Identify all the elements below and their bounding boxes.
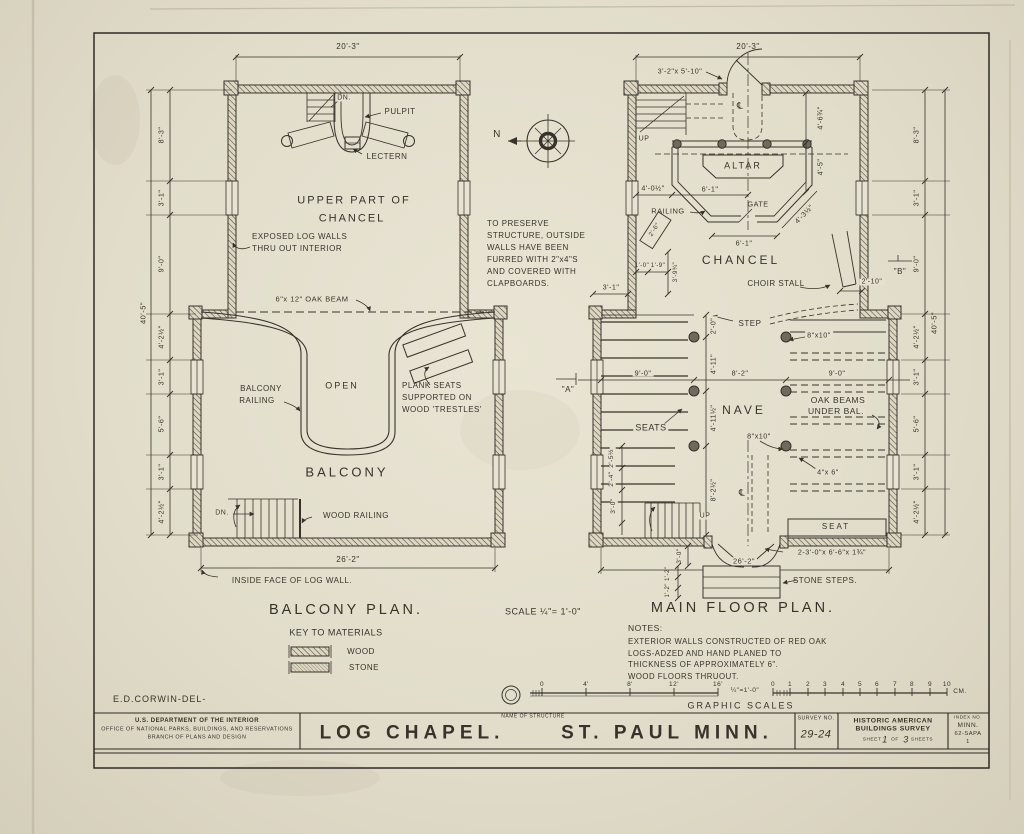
feet-tick-4: 16'	[713, 680, 723, 688]
tb-sheets-total: 3	[903, 734, 909, 745]
mp-overall-dim: 40'-5"	[929, 311, 939, 335]
notes-line-4: WOOD FLOORS THRUOUT.	[628, 672, 739, 681]
stone-steps-label: STONE STEPS.	[792, 576, 858, 585]
north-label: N	[493, 129, 501, 140]
mp-dim-right-4: 3'-1"	[911, 368, 921, 386]
tb-dept-line-3: BRANCH OF PLANS AND DESIGN	[147, 734, 247, 741]
mp-dim-10: 1'-0"	[634, 263, 650, 269]
seats-label: SEATS	[635, 422, 667, 433]
scale-equation: ¼"=1'-0"	[730, 686, 760, 694]
exposed-log-walls-note-2: THRU OUT INTERIOR	[252, 244, 343, 253]
mp-dim-30b: 3'-0"	[675, 548, 683, 564]
beam-46-label: 4"x 6"	[817, 467, 839, 477]
tb-habs-line-2: BUILDINGS SURVEY	[855, 725, 931, 733]
balcony-railing-label-2: RAILING	[239, 396, 275, 405]
mp-dim-393: 3'-9¾"	[671, 261, 679, 283]
tb-index-line-3: 1	[966, 739, 970, 746]
mp-up-bottom-label: UP	[699, 512, 711, 520]
balcony-plan-title: BALCONY PLAN.	[269, 601, 423, 618]
mp-dim-19: 1'-9"	[650, 263, 666, 269]
main-plan-windows	[591, 181, 899, 489]
tb-index-line-2: 62-SAPA	[954, 731, 982, 738]
mp-dim-825: 8'-2½"	[710, 478, 718, 502]
plank-seats-note-3: WOOD 'TRESTLES'	[402, 405, 482, 414]
notes-line-3: THICKNESS OF APPROXIMATELY 6".	[628, 660, 779, 669]
bp-bottom-dim-label: 26'-2"	[336, 555, 360, 564]
tb-name-of-structure-header: NAME OF STRUCTURE	[501, 713, 565, 720]
mp-dim-right-0: 8'-3"	[911, 126, 921, 144]
mp-dim-210: 2'-10"	[861, 278, 883, 286]
mp-dim-31: 3'-1"	[602, 282, 620, 292]
balcony-plan-windows	[191, 181, 505, 489]
bp-overall-dim: 40'-5"	[138, 301, 148, 325]
cm-tick-1: 1	[787, 680, 793, 688]
stall-dim-label: 2'-6"	[647, 221, 662, 238]
choir-stall-label: CHOIR STALL	[747, 279, 805, 288]
feet-tick-3: 12'	[669, 680, 679, 688]
doors-size-label: 2-3'-0"x 6'-6"x 1¾"	[797, 547, 867, 557]
tb-index-label: INDEX NO.	[954, 714, 982, 720]
seat-label: SEAT	[821, 522, 851, 531]
main-floor-plan-title: MAIN FLOOR PLAN.	[650, 599, 836, 616]
cm-tick-9: 9	[927, 680, 933, 688]
mp-dim-right-5: 5'-6"	[911, 415, 921, 433]
mp-dim-4115: 4'-11½"	[710, 404, 718, 432]
cm-tick-4: 4	[840, 680, 846, 688]
oak-beam-label: 6"x 12" OAK BEAM	[275, 294, 349, 304]
oak-beams-label-1: OAK BEAMS	[810, 394, 866, 405]
cm-tick-0: 0	[770, 680, 776, 688]
mp-dim-24: 2'-4"	[607, 471, 615, 487]
upper-chancel-title-1: UPPER PART OF	[297, 194, 411, 207]
graphic-scales-title: GRAPHIC SCALES	[687, 700, 795, 711]
notes-heading: NOTES:	[628, 623, 663, 633]
plank-seats-note-1: PLANK SEATS	[402, 381, 462, 390]
mp-dim-435: 4'-3½"	[792, 202, 816, 226]
preserve-note-6: CLAPBOARDS.	[487, 279, 550, 288]
mp-dim-411: 4'-11"	[710, 353, 718, 375]
mp-bottom-dim-label: 26'-2"	[732, 556, 756, 566]
scale-note: SCALE ¼"= 1'-0"	[505, 606, 581, 617]
bp-top-dim-label: 20'-3"	[336, 42, 360, 51]
step-label: STEP	[738, 319, 762, 328]
section-marker-a: "A"	[561, 385, 575, 394]
feet-tick-1: 4'	[583, 680, 589, 688]
gate-label: GATE	[747, 199, 769, 209]
feet-tick-2: 8'	[627, 680, 633, 688]
mp-dim-30a: 3'-0"	[609, 498, 617, 514]
cm-unit-label: CM.	[953, 687, 967, 695]
notes-line-1: EXTERIOR WALLS CONSTRUCTED OF RED OAK	[628, 637, 827, 646]
bp-dim-left-2: 9'-0"	[156, 255, 166, 273]
tb-sheet-label: SHEET	[862, 737, 882, 743]
tb-of-label: OF	[891, 737, 899, 743]
cm-tick-3: 3	[822, 680, 828, 688]
mp-dim-61b: 6'-1"	[735, 238, 753, 248]
inside-face-note: INSIDE FACE OF LOG WALL.	[231, 576, 353, 585]
main-plan-walls	[589, 81, 901, 548]
open-label: OPEN	[325, 380, 359, 391]
bp-dim-left-3: 4'-2½"	[156, 325, 166, 349]
bp-dim-left-1: 3'-1"	[156, 189, 166, 207]
pulpit-label: PULPIT	[384, 107, 416, 116]
bp-dim-left-7: 4'-2½"	[156, 500, 166, 524]
balcony-room-label: BALCONY	[305, 464, 389, 480]
section-marker-b: "B"	[893, 267, 907, 276]
mp-up-top-label: UP	[638, 135, 650, 143]
chancel-room-label: CHANCEL	[701, 253, 781, 267]
railing-label: RAILING	[651, 206, 685, 216]
beam-810b-label: 8"x10"	[747, 431, 771, 441]
bp-dim-left-0: 8'-3"	[156, 126, 166, 144]
mp-dim-82: 8'-2"	[731, 368, 749, 378]
mp-dim-405: 4'-0½"	[641, 183, 665, 193]
cm-tick-6: 6	[874, 680, 880, 688]
mp-dim-255: 2'-5½"	[607, 446, 615, 468]
bp-dn-top-label: DN.	[337, 94, 351, 102]
bp-dim-left-6: 3'-1"	[156, 463, 166, 481]
mp-dim-right-6: 3'-1"	[911, 463, 921, 481]
tb-sheets-label: SHEETS	[910, 737, 934, 743]
notes-line-2: LOGS-ADZED AND HAND PLANED TO	[628, 649, 782, 658]
mp-top-dim-label: 20'-3"	[736, 42, 760, 51]
preserve-note-1: TO PRESERVE	[487, 219, 550, 228]
lectern-label: LECTERN	[366, 152, 408, 161]
bp-dim-left-5: 5'-6"	[156, 415, 166, 433]
centerline-symbol-top: ℄	[736, 100, 744, 111]
delineator-signature: E.D.CORWIN-DEL-	[113, 694, 207, 704]
key-stone-label: STONE	[349, 663, 379, 672]
mp-dim-463: 4'-6¾"	[815, 106, 825, 130]
preserve-note-3: WALLS HAVE BEEN	[487, 243, 569, 252]
cm-tick-7: 7	[892, 680, 898, 688]
cm-tick-5: 5	[857, 680, 863, 688]
cm-tick-2: 2	[805, 680, 811, 688]
mp-dim-1212: 1'-2" 1'-2"	[665, 566, 671, 598]
tb-dept-line-2: OFFICE OF NATIONAL PARKS, BUILDINGS, AND RESERVATIONS	[101, 726, 293, 733]
tb-habs-line-1: HISTORIC AMERICAN	[853, 717, 933, 725]
mp-dim-61a: 6'-1"	[701, 184, 719, 194]
tb-structure-location: ST. PAUL MINN.	[561, 722, 773, 744]
wood-railing-label: WOOD RAILING	[322, 511, 390, 520]
mp-dim-90l: 9'-0"	[634, 368, 652, 378]
tb-sheet-number: 1	[882, 734, 888, 745]
north-compass-icon	[508, 114, 575, 168]
mp-dim-right-1: 3'-1"	[911, 189, 921, 207]
tb-dept-line-1: U.S. DEPARTMENT OF THE INTERIOR	[134, 718, 260, 724]
plank-seats-note-2: SUPPORTED ON	[402, 393, 472, 402]
key-wood-label: WOOD	[347, 647, 375, 656]
key-title: KEY TO MATERIALS	[289, 627, 383, 638]
door-size-label: 3'-2"x 5'-10"	[657, 66, 703, 76]
mp-dim-20: 2'-0"	[710, 317, 718, 335]
oak-beams-label-2: UNDER BAL.	[807, 405, 865, 416]
altar-label: ALTAR	[724, 160, 762, 171]
mp-dim-right-2: 9'-0"	[911, 255, 921, 273]
tb-survey-no-value: 29-24	[800, 728, 832, 741]
key-to-materials-swatches	[289, 645, 331, 674]
bp-dim-left-4: 3'-1"	[156, 368, 166, 386]
beam-810a-label: 8"x10"	[807, 330, 831, 340]
mp-dim-90r: 9'-0"	[828, 368, 846, 378]
balcony-railing-label-1: BALCONY	[240, 384, 282, 393]
cm-tick-8: 8	[909, 680, 915, 688]
preserve-note-5: AND COVERED WITH	[487, 267, 577, 276]
feet-tick-0: 0	[539, 680, 545, 688]
preserve-note-4: FURRED WITH 2"x4"S	[487, 255, 579, 264]
centerline-symbol-bottom: ℄	[738, 487, 746, 498]
mp-dim-right-7: 4'-2½"	[911, 500, 921, 524]
upper-chancel-title-2: CHANCEL	[318, 212, 386, 225]
tb-structure-name: LOG CHAPEL.	[319, 722, 505, 744]
tb-survey-no-label: SURVEY NO.	[797, 715, 835, 722]
tb-index-line-1: MINN.	[957, 721, 979, 729]
nave-room-label: NAVE	[722, 403, 766, 417]
cm-tick-10: 10	[942, 680, 952, 688]
exposed-log-walls-note-1: EXPOSED LOG WALLS	[252, 232, 348, 241]
preserve-note-2: STRUCTURE, OUTSIDE	[487, 231, 586, 240]
mp-dim-45: 4'-5"	[815, 158, 825, 176]
bp-dn-bottom-label: DN.	[215, 509, 229, 517]
mp-dim-right-3: 4'-2½"	[911, 325, 921, 349]
